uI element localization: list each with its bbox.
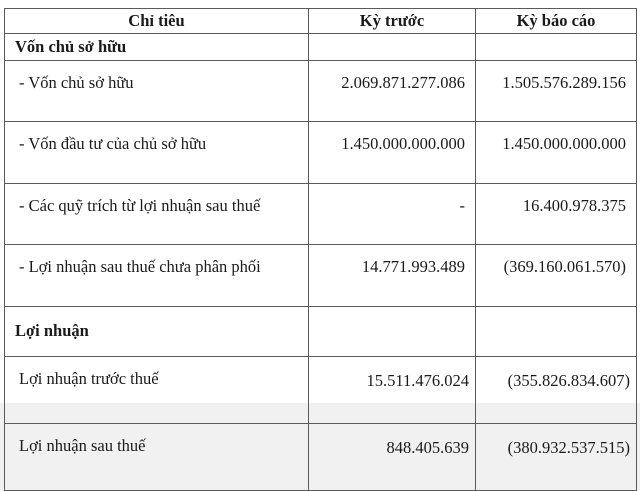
- header-indicator: Chỉ tiêu: [5, 9, 309, 34]
- section-row-profit: [5, 307, 637, 357]
- current-value: 16.400.978.375: [476, 184, 637, 245]
- row-label: - Vốn đầu tư của chủ sở hữu: [5, 122, 309, 184]
- current-value: 1.505.576.289.156: [476, 61, 637, 122]
- header-row: [5, 9, 637, 34]
- table-row: [5, 61, 637, 122]
- table-row: [5, 184, 637, 245]
- prior-value: 14.771.993.489: [309, 245, 476, 307]
- empty-cell: [476, 34, 637, 61]
- row-label: Lợi nhuận trước thuế: [5, 357, 309, 424]
- current-value: (355.826.834.607): [476, 357, 637, 424]
- table-row: [5, 357, 637, 424]
- empty-cell: [309, 34, 476, 61]
- table-row: [5, 122, 637, 184]
- table-row: [5, 424, 637, 491]
- financial-table: [4, 8, 637, 491]
- header-prior-period: Kỳ trước: [309, 9, 476, 34]
- prior-value: 1.450.000.000.000: [309, 122, 476, 184]
- row-label: - Vốn chủ sở hữu: [5, 61, 309, 122]
- empty-cell: [476, 307, 637, 357]
- header-reporting-period: Kỳ báo cáo: [476, 9, 637, 34]
- prior-value: 848.405.639: [309, 424, 476, 491]
- prior-value: 15.511.476.024: [309, 357, 476, 424]
- section-title: Vốn chủ sở hữu: [5, 34, 309, 61]
- current-value: (369.160.061.570): [476, 245, 637, 307]
- prior-value: 2.069.871.277.086: [309, 61, 476, 122]
- row-label: - Các quỹ trích từ lợi nhuận sau thuế: [5, 184, 309, 245]
- prior-value: -: [309, 184, 476, 245]
- current-value: (380.932.537.515): [476, 424, 637, 491]
- row-label: Lợi nhuận sau thuế: [5, 424, 309, 491]
- section-row-equity: [5, 34, 637, 61]
- section-title: Lợi nhuận: [5, 307, 309, 357]
- row-label: - Lợi nhuận sau thuế chưa phân phối: [5, 245, 309, 307]
- empty-cell: [309, 307, 476, 357]
- table-row: [5, 245, 637, 307]
- current-value: 1.450.000.000.000: [476, 122, 637, 184]
